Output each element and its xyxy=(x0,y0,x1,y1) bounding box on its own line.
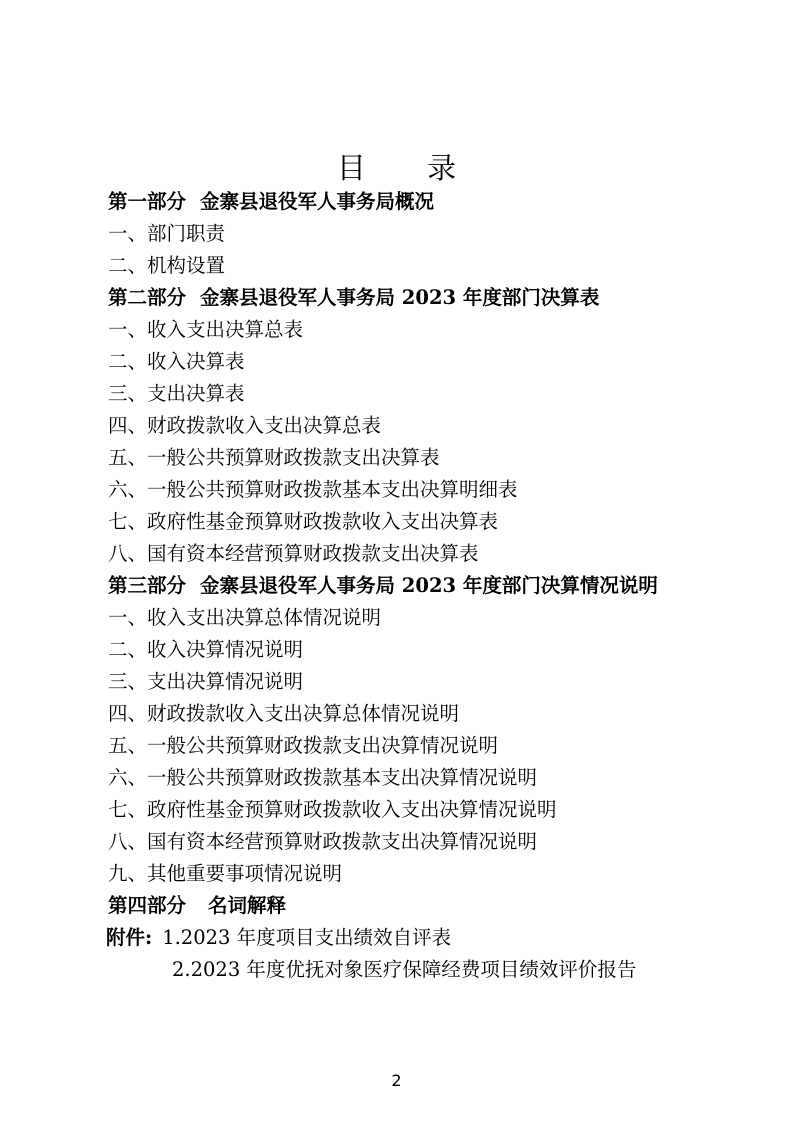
toc-item: 七、政府性基金预算财政拨款收入支出决算表 xyxy=(108,510,499,533)
attachment-item: 1.2023 年度项目支出绩效自评表 xyxy=(162,926,452,949)
toc-item: 四、财政拨款收入支出决算总体情况说明 xyxy=(108,702,460,725)
toc-item: 四、财政拨款收入支出决算总表 xyxy=(108,414,382,437)
toc-item: 一、收入支出决算总体情况说明 xyxy=(108,606,382,629)
page-title: 目 录 xyxy=(336,151,483,185)
attachment-item: 2.2023 年度优抚对象医疗保障经费项目绩效评价报告 xyxy=(172,958,637,981)
toc-item: 二、收入决算表 xyxy=(108,350,245,373)
attachments-line xyxy=(106,926,451,950)
part3-title: 金寨县退役军人事务局 2023 年度部门决算情况说明 xyxy=(200,574,658,597)
part4-title: 名词解释 xyxy=(208,894,287,917)
part1-title: 金寨县退役军人事务局概况 xyxy=(200,190,435,213)
toc-item: 六、一般公共预算财政拨款基本支出决算明细表 xyxy=(108,478,518,501)
toc-item: 一、收入支出决算总表 xyxy=(108,318,304,341)
part1-label: 第一部分 xyxy=(108,190,187,213)
toc-item: 二、收入决算情况说明 xyxy=(108,638,304,661)
toc-item: 五、一般公共预算财政拨款支出决算情况说明 xyxy=(108,734,499,757)
toc-item: 六、一般公共预算财政拨款基本支出决算情况说明 xyxy=(108,766,538,789)
part2-title: 金寨县退役军人事务局 2023 年度部门决算表 xyxy=(200,286,600,309)
toc-item: 五、一般公共预算财政拨款支出决算表 xyxy=(108,446,440,469)
part4-heading xyxy=(108,894,286,918)
part2-label: 第二部分 xyxy=(108,286,187,309)
toc-item: 八、国有资本经营预算财政拨款支出决算情况说明 xyxy=(108,830,538,853)
part4-label: 第四部分 xyxy=(108,894,187,917)
part3-heading xyxy=(108,574,658,598)
toc-item: 三、支出决算情况说明 xyxy=(108,670,304,693)
toc-item: 二、机构设置 xyxy=(108,254,226,277)
toc-item: 九、其他重要事项情况说明 xyxy=(108,862,343,885)
attachments-label: 附件: xyxy=(106,926,153,949)
toc-item: 三、支出决算表 xyxy=(108,382,245,405)
page-number: 2 xyxy=(391,1071,402,1090)
toc-item: 一、部门职责 xyxy=(108,222,226,245)
part3-label: 第三部分 xyxy=(108,574,187,597)
part2-heading xyxy=(108,286,599,310)
toc-item: 七、政府性基金预算财政拨款收入支出决算情况说明 xyxy=(108,798,557,821)
part1-heading xyxy=(108,190,434,214)
toc-item: 八、国有资本经营预算财政拨款支出决算表 xyxy=(108,542,479,565)
